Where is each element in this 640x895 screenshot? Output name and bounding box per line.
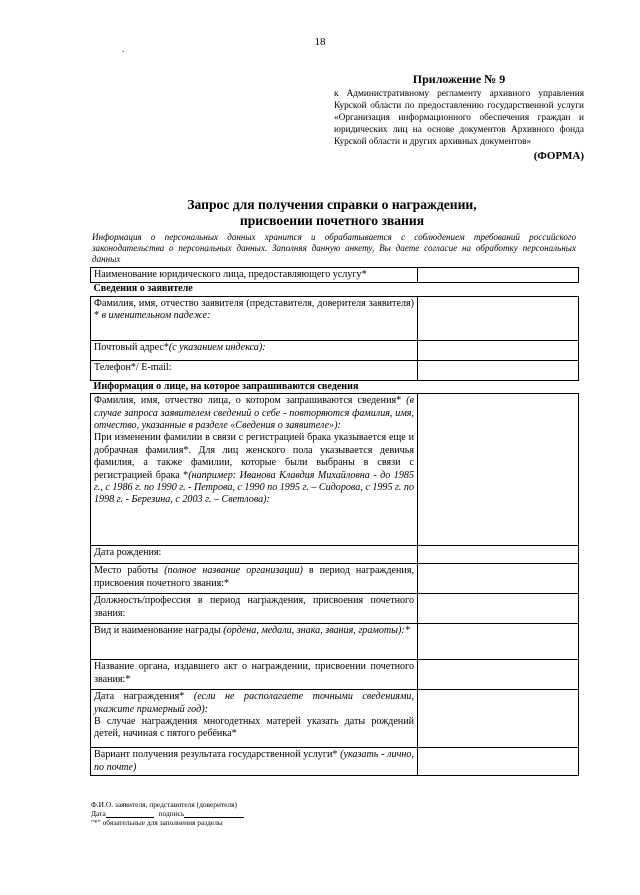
award-type-label: Вид и наименование награды (ордена, медали, знака, звания, грамоты):* <box>91 624 418 660</box>
page-mark: . <box>122 44 125 54</box>
appendix-form-label: (ФОРМА) <box>533 150 584 163</box>
postal-address-field[interactable] <box>418 340 579 360</box>
workplace-label: Место работы (полное название организации) в период награждения, присвоения почетного звания:* <box>91 564 418 594</box>
workplace-field[interactable] <box>418 564 579 594</box>
award-date-field[interactable] <box>418 690 579 748</box>
row-birth-date <box>91 546 579 564</box>
appendix-text: к Административному регламенту архивного управления Курской области по предоставлению государственной услуги «Организация информационного обеспечения граждан и юридических лиц на основе документов Архивного фонда Курской области и других архивных документов» <box>334 88 584 147</box>
document-title <box>92 197 572 229</box>
row-section-applicant <box>91 283 579 296</box>
form-footer <box>91 800 244 828</box>
org-name-field[interactable] <box>418 268 579 283</box>
fio-person-field[interactable] <box>418 394 579 546</box>
row-phone <box>91 360 579 380</box>
fio-person-label: Фамилия, имя, отчество лица, о котором запрашиваются сведения* (в случае запроса заявителем сведений о себе - повторяются фамилия, имя, отчество, указанные в разделе «Сведения о заявителе»): При изменении фамилии в связи с регистрацией брака указывается еще и добрачная фамилия*. Для лиц женского пола указывается девичья фамилия, а также фамилии, которые были выбраны в связи с регистрацией брака *(например: Иванова Клавдия Михайловна - до 1985 г., с 1986 г. по 1990 г. - Петрова, с 1990 по 1995 г. – Сидорова, с 1995 г. по 1998 г. - Березина, с 2003 г. – Светлова): <box>91 394 418 546</box>
postal-address-label: Почтовый адрес*(с указанием индекса): <box>91 340 418 360</box>
row-fio-applicant <box>91 296 579 340</box>
title-line-2: присвоении почетного звания <box>239 213 425 228</box>
issuer-label: Название органа, издавшего акт о награждении, присвоении почетного звания:* <box>91 660 418 690</box>
request-form-table <box>90 267 579 776</box>
section-applicant-heading: Сведения о заявителе <box>91 283 579 296</box>
issuer-field[interactable] <box>418 660 579 690</box>
appendix-title: Приложение № 9 <box>412 72 506 86</box>
fio-applicant-label: Фамилия, имя, отчество заявителя (представителя, доверителя заявителя) * в именительном падеже: <box>91 296 418 340</box>
row-award-type <box>91 624 579 660</box>
org-name-label: Наименование юридического лица, предоставляющего услугу* <box>91 268 418 283</box>
result-option-field[interactable] <box>418 748 579 776</box>
row-fio-person <box>91 394 579 546</box>
row-award-date <box>91 690 579 748</box>
personal-data-notice: Информация о персональных данных хранится и обрабатывается с соблюдением требований российского законодательства о персональных данных. Заполняя данную анкету, Вы даете согласие на обработку персональных данных <box>92 232 576 264</box>
phone-field[interactable] <box>418 360 579 380</box>
row-issuer <box>91 660 579 690</box>
row-section-person <box>91 380 579 393</box>
page-number: 18 <box>314 36 326 48</box>
signature-line[interactable] <box>184 809 244 818</box>
title-line-1: Запрос для получения справки о награждении, <box>187 197 477 212</box>
row-postal-address <box>91 340 579 360</box>
signer-caption: Ф.И.О. заявителя, представителя (доверителя) <box>91 800 237 809</box>
birth-date-field[interactable] <box>418 546 579 564</box>
row-position <box>91 594 579 624</box>
position-field[interactable] <box>418 594 579 624</box>
required-note: "*" обязательные для заполнения разделы <box>91 818 223 828</box>
date-line[interactable] <box>106 809 154 818</box>
section-person-heading: Информация о лице, на которое запрашиваются сведения <box>91 380 579 393</box>
fio-applicant-field[interactable] <box>418 296 579 340</box>
row-workplace <box>91 564 579 594</box>
result-option-label: Вариант получения результата государственной услуги* (указать - лично, по почте) <box>91 748 418 776</box>
appendix-block <box>334 74 584 163</box>
award-date-label: Дата награждения* (если не располагаете точными сведениями, укажите примерный год): В случае награждения многодетных матерей указать даты рождений детей, начиная с пятого ребёнка* <box>91 690 418 748</box>
date-signature-line: Дата подпись <box>91 809 244 818</box>
row-org-name <box>91 268 579 283</box>
position-label: Должность/профессия в период награждения, присвоения почетного звания: <box>91 594 418 624</box>
award-type-field[interactable] <box>418 624 579 660</box>
birth-date-label: Дата рождения: <box>91 546 418 564</box>
row-result-option <box>91 748 579 776</box>
phone-label: Телефон*/ E-mail: <box>91 360 418 380</box>
